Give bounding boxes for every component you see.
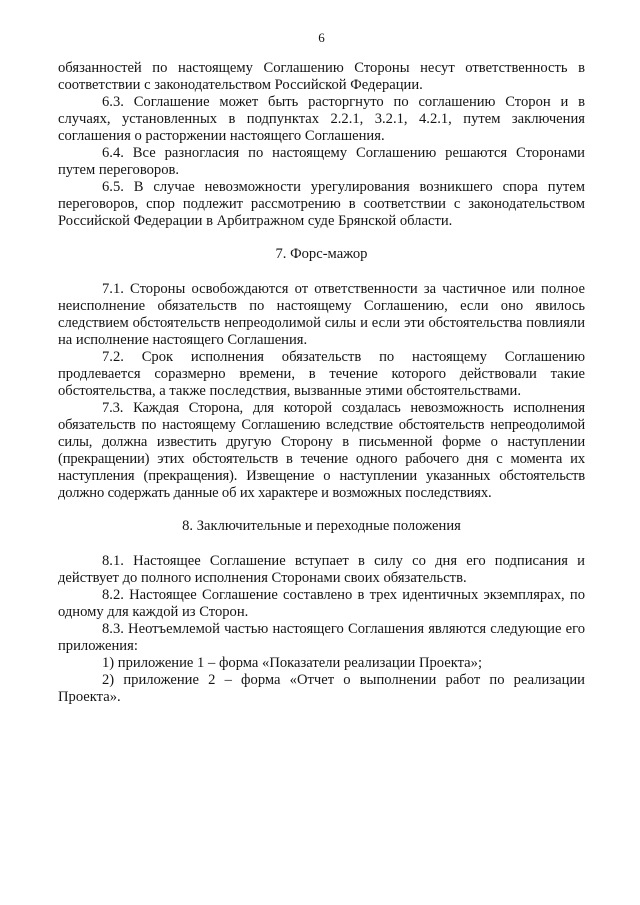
section-7-heading: 7. Форс-мажор [275,246,368,262]
spacer [58,535,585,553]
spacer [58,230,585,246]
paragraph-8-3: 8.3. Неотъемлемой частью настоящего Соглашения являются следующие его приложения: [58,621,585,654]
attachment-item-1: 1) приложение 1 – форма «Показатели реализации Проекта»; [102,655,483,671]
paragraph-continuation: обязанностей по настоящему Соглашению Стороны несут ответственность в соответствии с законодательством Российской Федерации. [58,60,585,93]
section-8-heading: 8. Заключительные и переходные положения [182,518,461,534]
paragraph-6-3: 6.3. Соглашение может быть расторгнуто по соглашению Сторон и в случаях, установленных в подпунктах 2.2.1, 3.2.1, 4.2.1, путем заключения соглашения о расторжении настоящего Соглашения. [58,94,585,144]
spacer [58,263,585,281]
paragraph-7-1: 7.1. Стороны освобождаются от ответственности за частичное или полное неисполнение обязательств по настоящему Соглашению, если оно явилось следствием обстоятельств непреодолимой силы и если эти обстоятельства повлияли на исполнение настоящего Соглашения. [58,281,585,348]
paragraph-8-1: 8.1. Настоящее Соглашение вступает в силу со дня его подписания и действует до полного исполнения Сторонами своих обязательств. [58,553,585,586]
paragraph-6-5: 6.5. В случае невозможности урегулирования возникшего спора путем переговоров, спор подлежит рассмотрению в соответствии с законодательством Российской Федерации в Арбитражном суде Брянской области. [58,179,585,229]
page-number: 6 [318,30,325,45]
paragraph-7-2: 7.2. Срок исполнения обязательств по настоящему Соглашению продлевается соразмерно времени, в течение которого действовали такие обстоятельства, а также последствия, вызванные этими обстоятельствами. [58,349,585,399]
spacer [58,502,585,518]
document-page [58,30,585,706]
paragraph-8-2: 8.2. Настоящее Соглашение составлено в трех идентичных экземплярах, по одному для каждой из Сторон. [58,587,585,620]
paragraph-6-4: 6.4. Все разногласия по настоящему Соглашению решаются Сторонами путем переговоров. [58,145,585,178]
paragraph-7-3: 7.3. Каждая Сторона, для которой создалась невозможность исполнения обязательств по настоящему Соглашению вследствие обстоятельств непреодолимой силы, должна известить другую Сторону в письменной форме о наступлении (прекращении) этих обстоятельств в течение одного рабочего дня с момента их наступления (прекращения). Извещение о наступлении указанных обстоятельств должно содержать данные об их характере и возможных последствиях. [58,400,585,501]
attachment-item-2: 2) приложение 2 – форма «Отчет о выполнении работ по реализации Проекта». [58,672,585,705]
